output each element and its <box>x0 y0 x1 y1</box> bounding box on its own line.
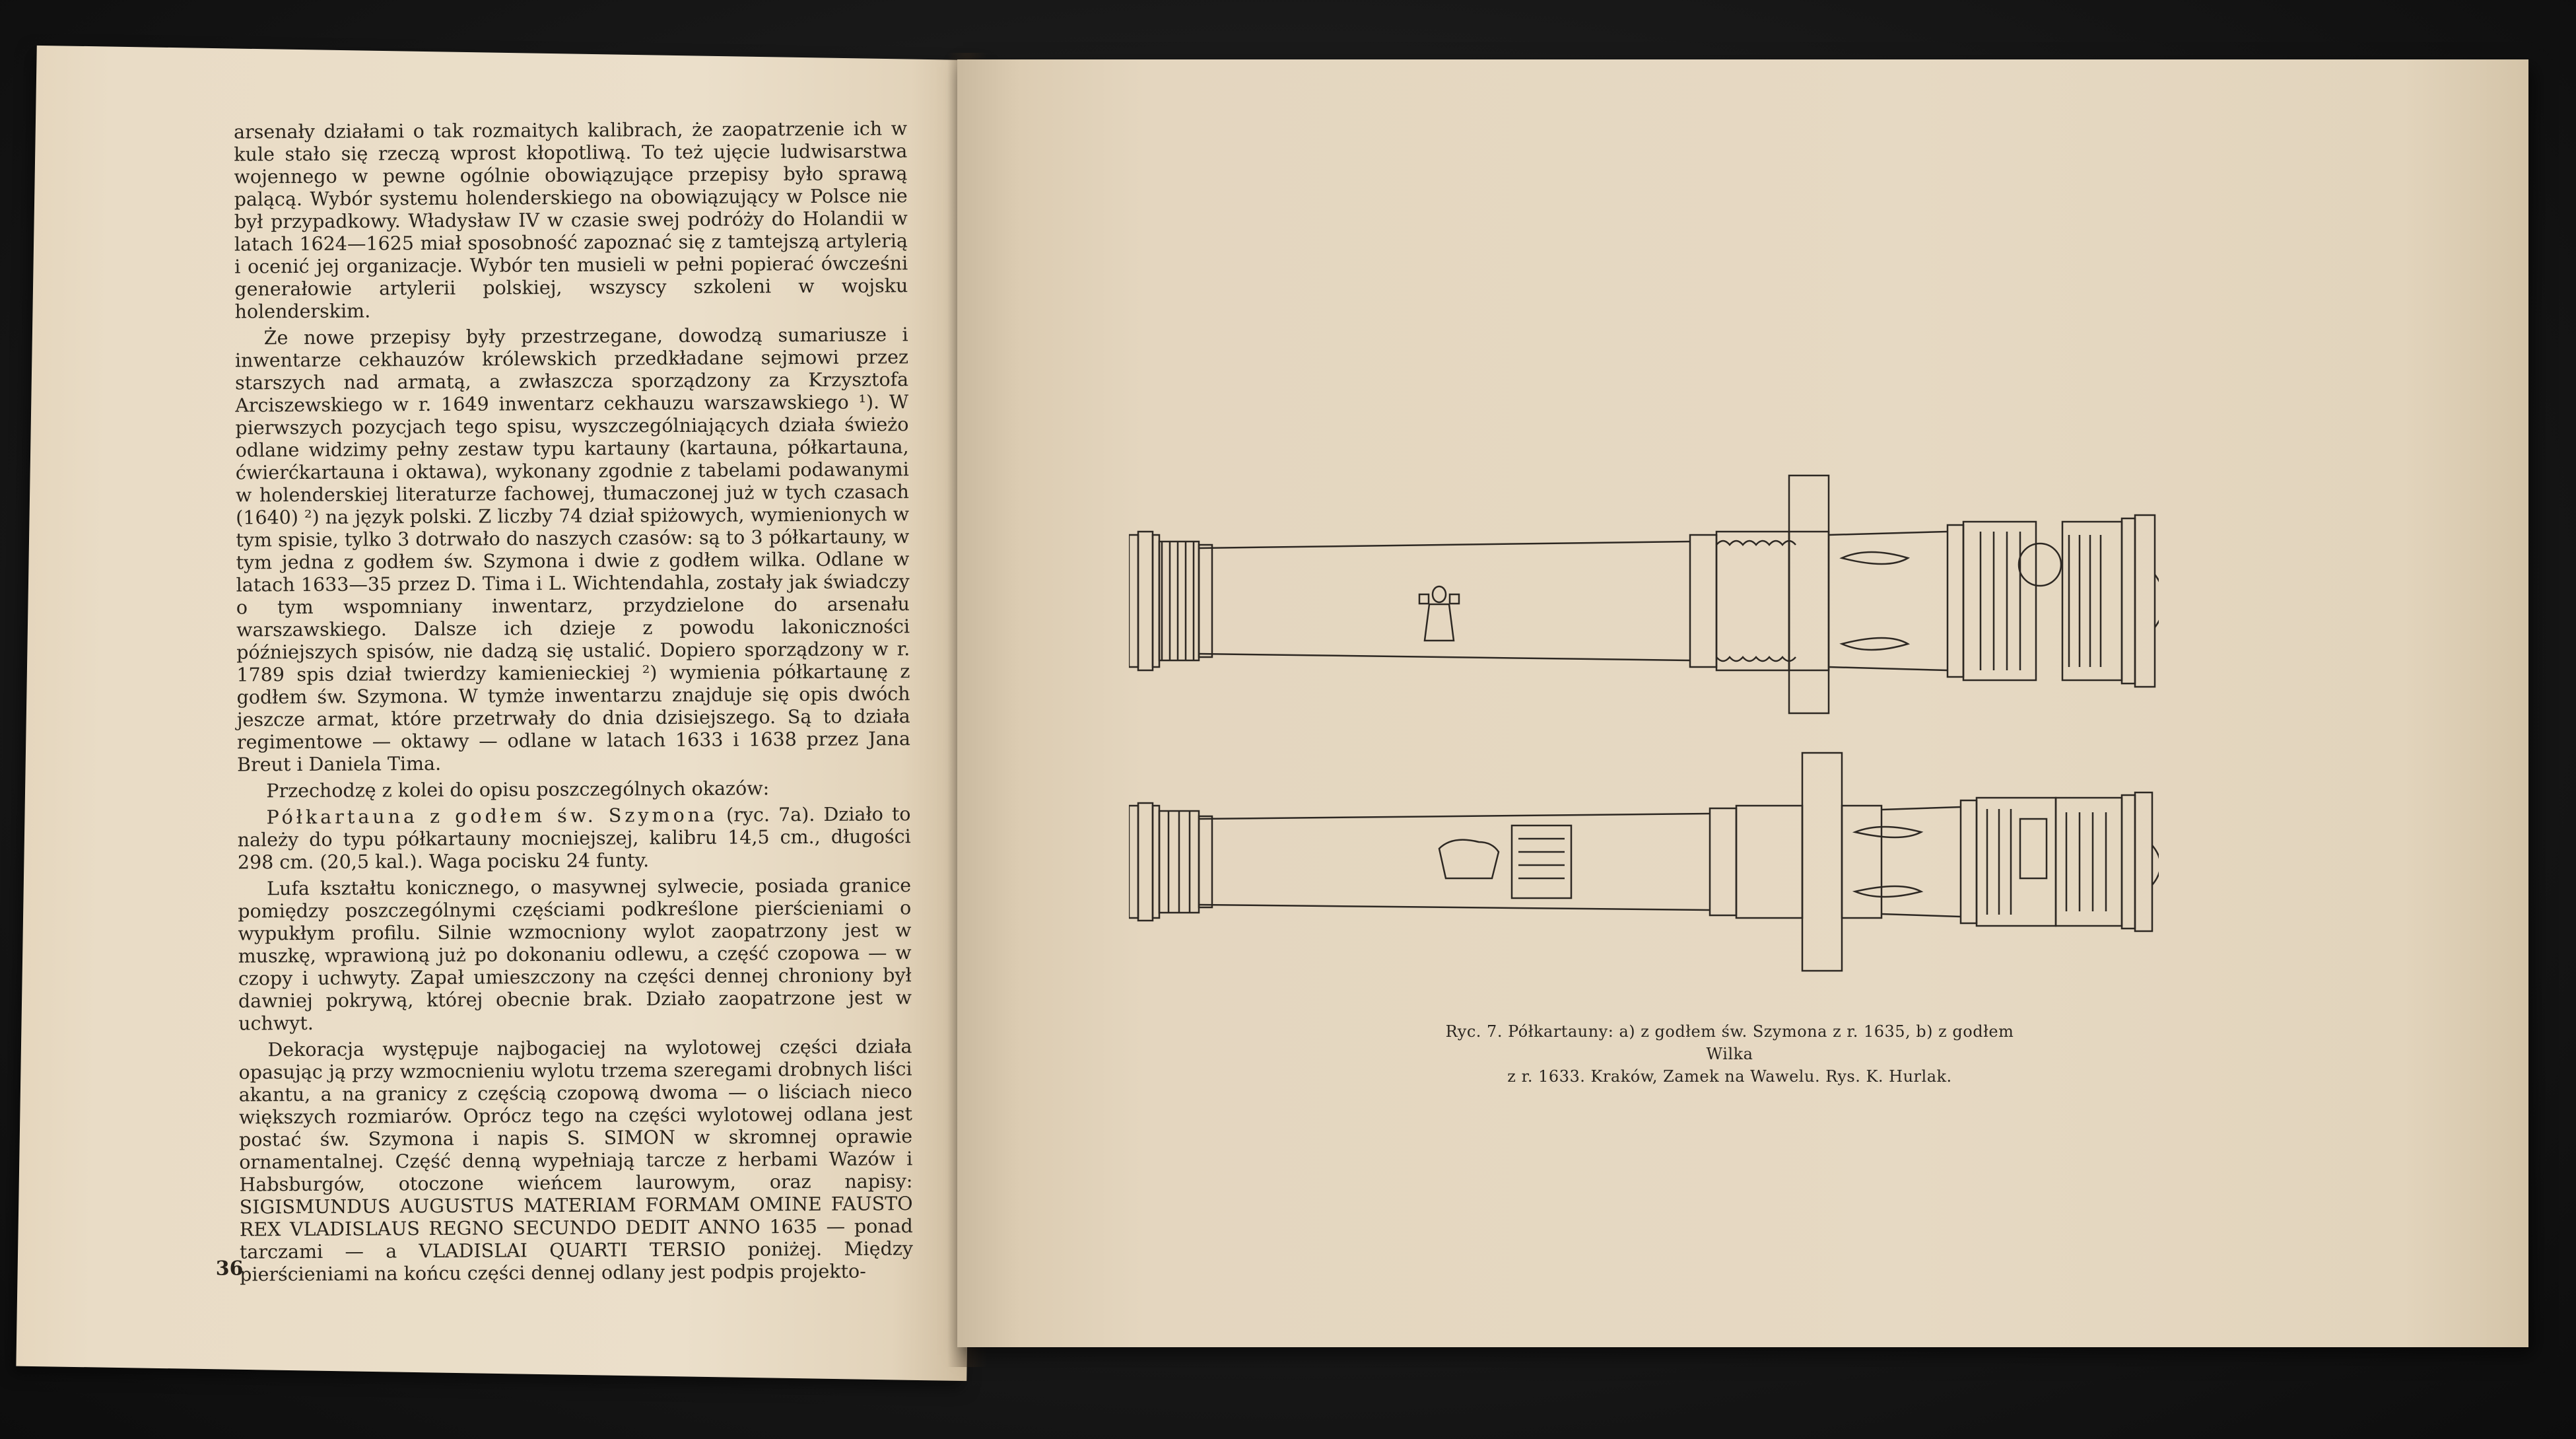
paragraph-3: Przechodzę z kolei do opisu poszczególnych okazów: <box>266 777 770 802</box>
cannons-illustration <box>1129 442 2159 1024</box>
paragraph-6: Dekoracja występuje najbogaciej na wylotowej części działa opasując ją przy wzmocnieniu wylotu trzema szeregami drobnych liści akantu, a na granicy z częścią czopową dwoma — o liściach nieco większych rozmiarów. Oprócz tego na części wylotowej odlana jest postać św. Szymona i napis S. SIMON w skromnej oprawie ornamentalnej. Część denną wypełniają tarcze z herbami Wazów i Habsburgów, otoczone wieńcem laurowym, oraz napisy: SIGISMUNDUS AUGUSTUS MATERIAM FORMAM OMINE FAUSTO REX VLADISLAUS REGNO SECUNDO DEDIT ANNO 1635 — ponad tarczami — a VLADISLAI QUARTI TERSIO poniżej. Między pierścieniami na końcu części dennej odlany jest podpis projekto- <box>238 1035 914 1286</box>
paragraph-1: arsenały działami o tak rozmaitych kalibrach, że zaopatrzenie ich w kule stało się rzeczą wprost kłopotliwą. To też ujęcie ludwisarstwa wojennego w pewne ogólnie obowiązujące przepisy było sprawą palącą. Wybór systemu holenderskiego na obowiązujący w Polsce nie był przypadkowy. Władysław IV w czasie swej podróży do Holandii w latach 1624—1625 miał sposobność zapoznać się z tamtejszą artylerią i ocenić jej organizacje. Wybór ten musieli w pełni popierać ówcześni generałowie artylerii polskiej, wszyscy szkoleni w wojsku holenderskim. <box>234 118 908 323</box>
right-page <box>957 59 2528 1347</box>
open-book <box>26 53 2535 1400</box>
cannon-b-illustration <box>1129 753 2159 971</box>
paragraph-5: Lufa kształtu konicznego, o masywnej sylwecie, posiada granice pomiędzy poszczególnymi częściami podkreślone pierścieniami o wypukłym profilu. Silnie wzmocniony wylot zaopatrzony jest w muszkę, wprawioną już po dokonaniu odlewu, a część czopowa — w czopy i uchwyty. Zapał umieszczony na części dennej chroniony był dawniej pokrywą, której obecnie brak. Działo zaopatrzone jest w uchwyt. <box>238 874 912 1035</box>
caption-line-1: Ryc. 7. Półkartauny: a) z godłem św. Szymona z r. 1635, b) z godłem Wilka <box>1445 1022 2014 1063</box>
figure-caption <box>1433 1020 2027 1088</box>
cannon-a-illustration <box>1129 475 2159 713</box>
section-heading: Półkartauna z godłem św. Szymona <box>266 804 718 829</box>
left-page <box>16 46 987 1381</box>
caption-line-2: z r. 1633. Kraków, Zamek na Wawelu. Rys. K. Hurlak. <box>1507 1067 1952 1086</box>
page-number: 36 <box>215 1257 244 1281</box>
paragraph-4 <box>237 803 911 874</box>
body-text <box>234 118 913 1290</box>
paragraph-2: Że nowe przepisy były przestrzegane, dowodzą sumariusze i inwentarze cekhauzów królewskich przedkładane sejmowi przez starszych nad armatą, a zwłaszcza sporządzony za Krzysztofa Arciszewskiego w r. 1649 inwentarz cekhauzu warszawskiego ¹). W pierwszych pozycjach tego spisu, wyszczególniających działa świeżo odlane widzimy pełny zestaw typu kartauny (kartauna, półkartauna, ćwierćkartauna i oktawa), wykonany zgodnie z tabelami podawanymi w holenderskiej literaturze fachowej, tłumaczonej już w tych czasach (1640) ²) na język polski. Z liczby 74 dział spiżowych, wymienionych w tym spisie, tylko 3 dotrwało do naszych czasów: są to 3 półkartauny, w tym jedna z godłem św. Szymona i dwie z godłem wilka. Odlane w latach 1633—35 przez D. Tima i L. Wichtendahla, zostały jak świadczy o tym wspomniany inwentarz, przydzielone do arsenału warszawskiego. Dalsze ich dzieje z powodu lakoniczności późniejszych spisów, nie dadzą się ustalić. Dopiero sporządzony w r. 1789 spis dział twierdzy kamienieckiej ²) wymienia półkartaunę z godłem św. Szymona. W tymże inwentarzu znajduje się opis dwóch jeszcze armat, które przetrwały do dnia dzisiejszego. Są to działa regimentowe — oktawy — odlane w latach 1633 i 1638 przez Jana Breut i Daniela Tima. <box>234 324 911 776</box>
paragraph-4-text: (ryc. 7a). Działo to należy do typu półkartauny mocniejszej, kalibru 14,5 cm., długości 298 cm. (20,5 kal.). Waga pocisku 24 funty. <box>237 803 911 874</box>
